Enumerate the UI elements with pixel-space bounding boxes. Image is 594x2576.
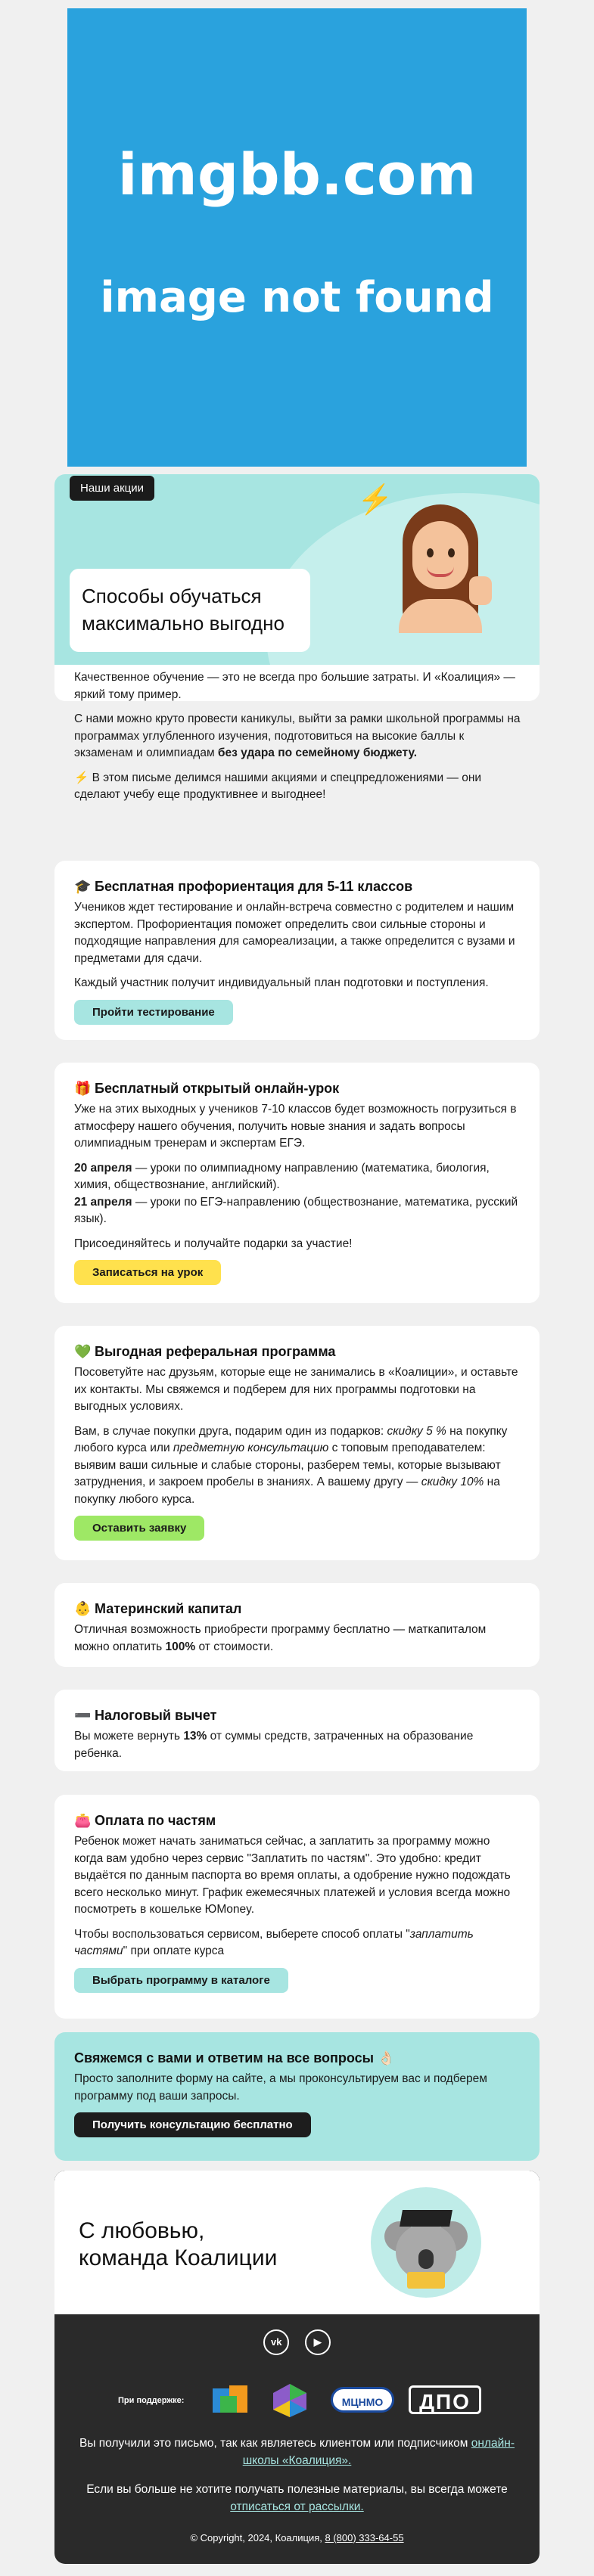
open-lesson-paragraph-1: Уже на этих выходных у учеников 7-10 классов будет возможность погрузиться в атмосферу нашего обучения, получить новые знания и задать вопросы олимпиадным тренерам и экспертам ЕГЭ. — [74, 1103, 517, 1150]
vk-icon[interactable]: vk — [263, 2329, 289, 2355]
partners-row — [54, 2376, 540, 2422]
contact-card — [54, 2032, 540, 2161]
open-lesson-title: 🎁 Бесплатный открытый онлайн-урок — [74, 1081, 340, 1096]
footer-text — [77, 2435, 517, 2528]
green-heart-icon: 💚 — [74, 1344, 92, 1359]
careers-paragraph-1: Учеников ждет тестирование и онлайн-встреча совместно с родителем и нашим экспертом. Профориентация поможет определить свои сильные стороны и подходящие направления для самореализации, а также определится с вузами и предметами для сдачи. — [74, 901, 515, 965]
tax-paragraph: Вы можете вернуть 13% от суммы средств, затраченных на образование ребенка. — [74, 1730, 474, 1760]
partner-logo-cube-icon — [210, 2382, 252, 2419]
hero-image-text: imgbb.com — [117, 141, 477, 208]
gift-icon: 🎁 — [74, 1081, 92, 1096]
support-label: При поддержке: — [118, 2396, 185, 2405]
minus-icon: ➖ — [74, 1708, 92, 1723]
footer-card — [54, 2171, 540, 2564]
open-lesson-dates-2: 21 апреля — уроки по ЕГЭ-направлению (обществознание, математика, русский язык). — [74, 1195, 518, 1225]
referral-title: 💚 Выгодная реферальная программа — [74, 1344, 336, 1359]
signature-text: С любовью, команда Коалиции — [79, 2218, 278, 2270]
girl-avatar-icon — [387, 504, 493, 633]
contact-paragraph: Просто заполните форму на сайте, а мы проконсультируем вас и подберем программу под ваши запросы. — [74, 2072, 487, 2103]
koala-mascot-icon — [371, 2187, 481, 2298]
intro-paragraph-3: ⚡ В этом письме делимся нашими акциями и спецпредложениями — они сделают учебу еще продуктивнее и выгоднее! — [74, 771, 482, 801]
promo-tag: Наши акции — [70, 476, 154, 501]
copyright: © Copyright, 2024, Коалиция, 8 (800) 333-64-55 — [190, 2532, 404, 2543]
subscription-note: Вы получили это письмо, так как являетесь клиентом или подписчиком онлайн-школы «Коалиция». — [79, 2437, 515, 2467]
open-lesson-paragraph-3: Присоединяйтесь и получайте подарки за участие! — [74, 1237, 353, 1250]
contact-title: Свяжемся с вами и ответим на все вопросы 👌🏻 — [74, 2050, 395, 2065]
purse-icon: 👛 — [74, 1813, 92, 1828]
unsubscribe-link[interactable]: отписаться от рассылки. — [230, 2500, 364, 2513]
maternity-capital-card — [54, 1583, 540, 1667]
referral-paragraph-1: Посоветуйте нас друзьям, которые еще не занимались в «Коалиции», и оставьте их контакты. Мы свяжемся и подберем для них программы подготовки на выгодных условиях. — [74, 1366, 518, 1413]
referral-card — [54, 1326, 540, 1560]
maternity-paragraph: Отличная возможность приобрести программу бесплатно — маткапиталом можно оплатить 100% от стоимости. — [74, 1623, 487, 1653]
baby-icon: 👶 — [74, 1601, 92, 1616]
signature-block — [54, 2171, 540, 2314]
youtube-icon[interactable]: ▶ — [305, 2329, 331, 2355]
open-lesson-dates: 20 апреля — уроки по олимпиадному направлению (математика, биология, химия, обществознание, английский). — [74, 1161, 490, 1191]
installments-paragraph-2: Чтобы воспользоваться сервисом, выберете способ оплаты "заплатить частями" при оплате курса — [74, 1927, 474, 1957]
installments-title: 👛 Оплата по частям — [74, 1813, 216, 1828]
social-links — [54, 2329, 540, 2355]
unsubscribe-note: Если вы больше не хотите получать полезные материалы, вы всегда можете отписаться от рассылки. — [86, 2483, 508, 2513]
installments-card — [54, 1795, 540, 2019]
intro-text — [74, 669, 521, 812]
signup-lesson-button[interactable]: Записаться на урок — [74, 1260, 221, 1285]
referral-paragraph-2: Вам, в случае покупки друга, подарим один из подарков: скидку 5 % на покупку любого курса или предметную консультацию с топовым преподавателем: выявим ваши сильные и слабые стороны, разберем темы, которые вызывают затруднения, и закроем пробелы в знаниях. А вашему другу — скидку 10% на покупку любого курса. — [74, 1424, 508, 1506]
intro-paragraph-1: Качественное обучение — это не всегда про большие затраты. И «Коалиция» — яркий тому пример. — [74, 671, 515, 701]
hero-image-subtext: image not found — [100, 273, 494, 322]
leave-request-button[interactable]: Оставить заявку — [74, 1516, 204, 1541]
phone-link[interactable]: 8 (800) 333-64-55 — [325, 2532, 404, 2543]
maternity-title: 👶 Материнский капитал — [74, 1601, 242, 1616]
hero-image-placeholder — [67, 8, 527, 467]
intro-card — [54, 474, 540, 801]
open-lesson-card — [54, 1063, 540, 1303]
partner-logo-dpo: ДПО — [409, 2385, 481, 2414]
installments-paragraph-1: Ребенок может начать заниматься сейчас, а заплатить за программу можно когда вам удобно через сервис "Заплатить по частям". Это удобно: кредит выдаётся по данным паспорта во время оплаты, а одобрение нужно подождать всего несколько минут. График ежемесячных платежей и условия всегда можно посмотреть в кошельке ЮMoney. — [74, 1835, 511, 1916]
school-link[interactable]: онлайн-школы «Коалиция». — [242, 2437, 515, 2467]
take-test-button[interactable]: Пройти тестирование — [74, 1000, 233, 1025]
tax-title: ➖ Налоговый вычет — [74, 1708, 217, 1723]
catalog-button[interactable]: Выбрать программу в каталоге — [74, 1968, 288, 1993]
partner-logo-mcnmo: МЦНМО — [331, 2387, 394, 2413]
partner-logo-hexagon-icon — [269, 2382, 311, 2419]
intro-title: Способы обучаться максимально выгодно — [70, 569, 310, 652]
graduation-cap-icon: 🎓 — [74, 879, 92, 894]
careers-card — [54, 861, 540, 1040]
careers-title: 🎓 Бесплатная профориентация для 5-11 классов — [74, 879, 413, 894]
tax-deduction-card — [54, 1690, 540, 1771]
careers-paragraph-2: Каждый участник получит индивидуальный план подготовки и поступления. — [74, 976, 489, 989]
intro-paragraph-2: С нами можно круто провести каникулы, выйти за рамки школьной программы на программах углубленного изучения, подготовиться на высокие баллы к экзаменам и олимпиадам без удара по семейному бюджету. — [74, 712, 521, 759]
intro-banner — [54, 474, 540, 665]
free-consultation-button[interactable]: Получить консультацию бесплатно — [74, 2112, 311, 2137]
lightning-icon: ⚡ — [357, 484, 393, 516]
